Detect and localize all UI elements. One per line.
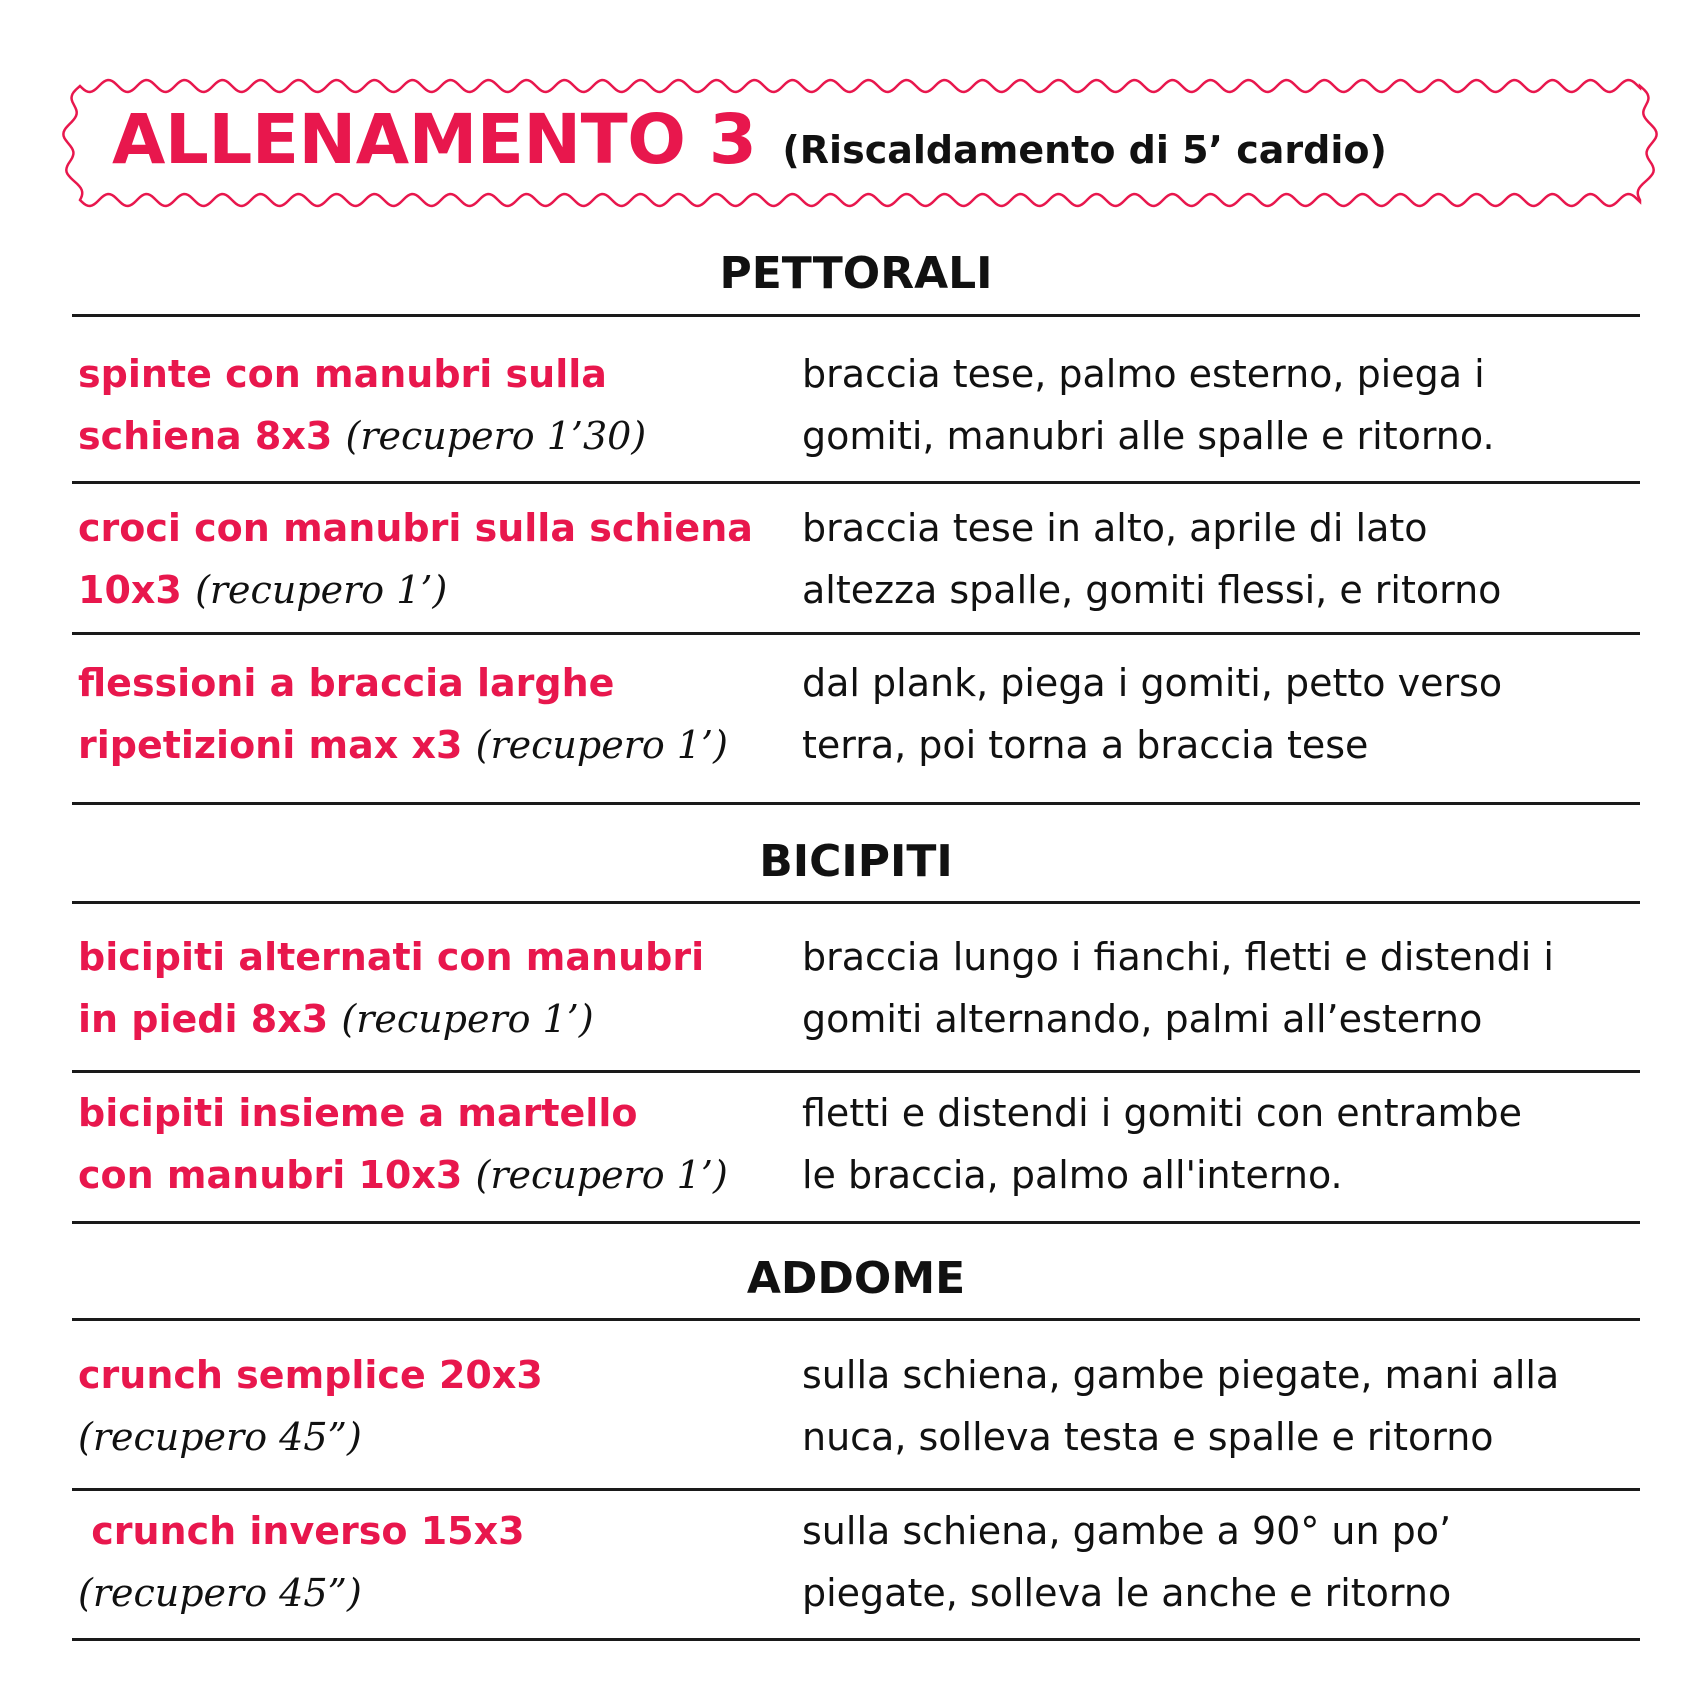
exercise-rest: (recupero 1’) [475, 723, 728, 767]
exercise-rest: (recupero 1’) [195, 568, 448, 612]
section-title-addome: ADDOME [746, 1253, 966, 1304]
exercise-rest: (recupero 1’) [475, 1153, 728, 1197]
divider [72, 901, 1640, 904]
exercise-description [802, 497, 1662, 621]
exercise-description-line: piegate, solleva le anche e ritorno [802, 1571, 1452, 1615]
exercise-description [802, 1082, 1662, 1206]
exercise-name-line: crunch inverso 15x3 [78, 1509, 525, 1553]
exercise-description-line: sulla schiena, gambe a 90° un po’ [802, 1509, 1452, 1553]
divider [72, 802, 1640, 805]
exercise-name-line: in piedi 8x3 [78, 997, 342, 1041]
divider [72, 1488, 1640, 1491]
exercise-rest: (recupero 45”) [78, 1571, 362, 1615]
exercise-rest: (recupero 1’) [341, 997, 594, 1041]
exercise-name-line: spinte con manubri sulla [78, 352, 607, 396]
page-title: ALLENAMENTO 3 [112, 100, 757, 180]
exercise-description [802, 652, 1662, 776]
exercise-name-line: schiena 8x3 [78, 414, 346, 458]
exercise-name-line: flessioni a braccia larghe [78, 661, 615, 705]
exercise-description [802, 343, 1662, 467]
divider [72, 1318, 1640, 1321]
exercise-name-line: bicipiti insieme a martello [78, 1091, 638, 1135]
exercise-rest: (recupero 45”) [78, 1415, 362, 1459]
exercise-name [78, 652, 788, 776]
exercise-name-line: ripetizioni max x3 [78, 723, 476, 767]
exercise-description-line: sulla schiena, gambe piegate, mani alla [802, 1353, 1560, 1397]
exercise-name [78, 343, 788, 467]
divider [72, 1638, 1640, 1641]
exercise-description-line: gomiti, manubri alle spalle e ritorno. [802, 414, 1495, 458]
exercise-name-line: bicipiti alternati con manubri [78, 935, 705, 979]
exercise-description-line: braccia lungo i fianchi, fletti e distendi i [802, 935, 1554, 979]
divider [72, 1221, 1640, 1224]
exercise-name-line: con manubri 10x3 [78, 1153, 476, 1197]
divider [72, 1070, 1640, 1073]
exercise-description-line: braccia tese, palmo esterno, piega i [802, 352, 1485, 396]
exercise-description-line: altezza spalle, gomiti flessi, e ritorno [802, 568, 1502, 612]
exercise-description-line: fletti e distendi i gomiti con entrambe [802, 1091, 1523, 1135]
exercise-description [802, 1500, 1662, 1624]
section-title-bicipiti: BICIPITI [759, 836, 953, 887]
exercise-description [802, 926, 1662, 1050]
exercise-description-line: braccia tese in alto, aprile di lato [802, 506, 1428, 550]
exercise-description-line: le braccia, palmo all'interno. [802, 1153, 1343, 1197]
divider [72, 481, 1640, 484]
exercise-name [78, 1082, 788, 1206]
exercise-name-line: croci con manubri sulla schiena [78, 506, 753, 550]
exercise-name-line: crunch semplice 20x3 [78, 1353, 543, 1397]
exercise-name-line: 10x3 [78, 568, 196, 612]
exercise-name [78, 1344, 788, 1468]
divider [72, 632, 1640, 635]
exercise-name [78, 926, 788, 1050]
exercise-description-line: nuca, solleva testa e spalle e ritorno [802, 1415, 1494, 1459]
exercise-description-line: gomiti alternando, palmi all’esterno [802, 997, 1483, 1041]
exercise-description-line: terra, poi torna a braccia tese [802, 723, 1369, 767]
exercise-name [78, 497, 788, 621]
divider [72, 314, 1640, 317]
page-subtitle: (Riscaldamento di 5’ cardio) [782, 128, 1387, 172]
exercise-description [802, 1344, 1662, 1468]
exercise-name [78, 1500, 788, 1624]
exercise-description-line: dal plank, piega i gomiti, petto verso [802, 661, 1503, 705]
exercise-rest: (recupero 1’30) [345, 414, 647, 458]
section-title-pettorali: PETTORALI [719, 248, 993, 299]
title-row [112, 100, 1387, 180]
